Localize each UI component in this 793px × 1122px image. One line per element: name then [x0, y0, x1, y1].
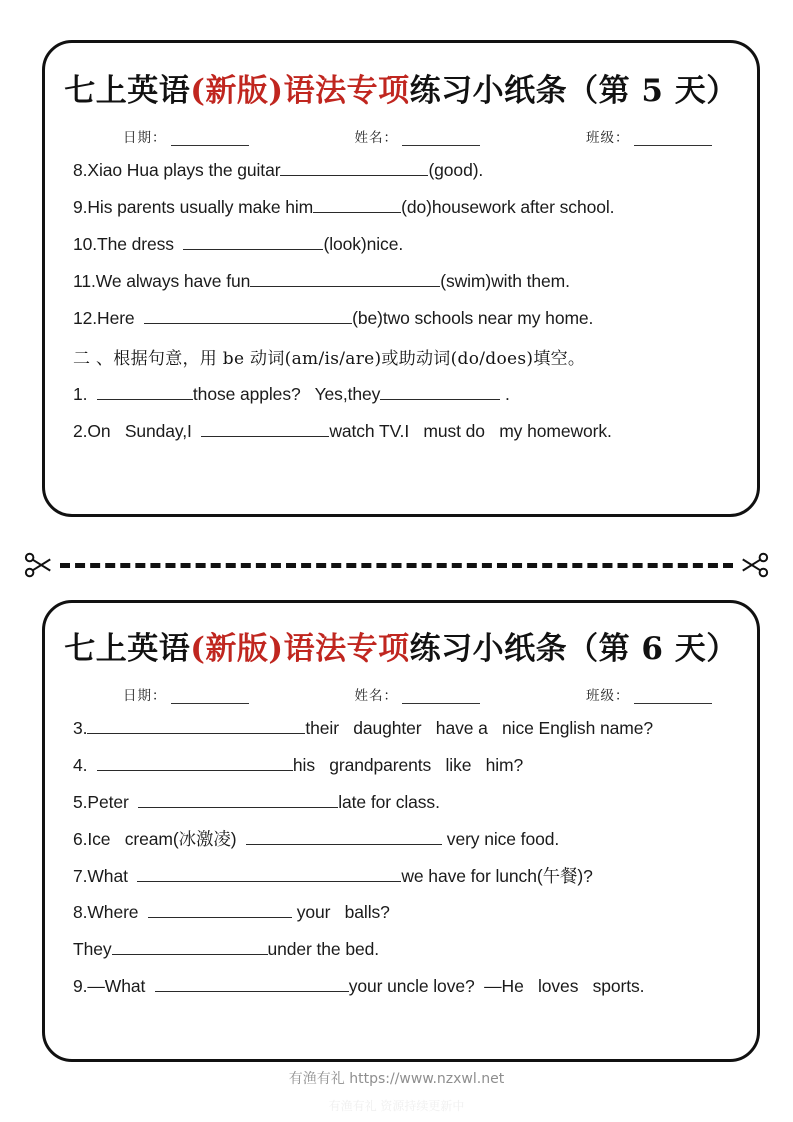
- answer-blank[interactable]: [246, 829, 442, 845]
- question-text: 10.The dress: [73, 233, 184, 254]
- meta-field: [355, 684, 481, 704]
- answer-blank[interactable]: [280, 160, 428, 176]
- worksheet-card-day6: [42, 600, 760, 1062]
- answer-blank[interactable]: [97, 755, 293, 771]
- question-line: [73, 718, 739, 740]
- title-prefix: 七上英语: [64, 631, 191, 667]
- question-line: [73, 902, 739, 924]
- meta-field-label: 班级：: [586, 688, 630, 704]
- meta-field: [586, 126, 712, 146]
- meta-field-blank[interactable]: [402, 132, 480, 146]
- answer-blank[interactable]: [201, 421, 329, 437]
- worksheet-card-day5: [42, 40, 760, 517]
- question-list: [45, 160, 757, 443]
- question-line: [73, 271, 739, 293]
- question-text: (swim)with them.: [440, 270, 570, 291]
- cut-line-divider: [24, 548, 769, 582]
- answer-blank[interactable]: [155, 976, 349, 992]
- question-line: [73, 755, 739, 777]
- question-text: 8.Xiao Hua plays the guitar: [73, 160, 281, 180]
- answer-blank[interactable]: [97, 384, 193, 400]
- answer-blank[interactable]: [250, 271, 440, 287]
- question-text: those apples? Yes,they: [192, 384, 381, 405]
- question-line: [73, 421, 739, 443]
- title-highlight: (新版)语法专项: [190, 631, 410, 667]
- student-meta-row: [45, 126, 757, 146]
- answer-blank[interactable]: [138, 792, 338, 808]
- question-line: [73, 792, 739, 814]
- answer-blank[interactable]: [112, 939, 268, 955]
- question-text: late for class.: [338, 791, 440, 812]
- question-text: 4.: [73, 754, 97, 775]
- question-text: very nice food.: [442, 828, 560, 849]
- meta-field-blank[interactable]: [634, 132, 712, 146]
- dashed-cut-line: [60, 563, 733, 568]
- question-text: your balls?: [291, 902, 390, 923]
- question-text: (do)housework after school.: [401, 196, 615, 217]
- question-line: [73, 160, 739, 182]
- answer-blank[interactable]: [87, 718, 305, 734]
- question-text: They: [73, 939, 112, 960]
- question-text: 11.We always have fun: [73, 270, 251, 291]
- title-suffix: 练习小纸条（第 5 天）: [409, 73, 738, 109]
- title-prefix: 七上英语: [64, 73, 191, 109]
- scissors-icon: [739, 550, 769, 580]
- question-line: [73, 829, 739, 851]
- question-text: (look)nice.: [323, 233, 404, 254]
- question-line: [73, 234, 739, 256]
- meta-field-label: 日期：: [123, 688, 167, 704]
- title-suffix: 练习小纸条（第 6 天）: [409, 631, 738, 667]
- question-list: [45, 718, 757, 998]
- meta-field: [355, 126, 481, 146]
- question-line: [73, 939, 739, 961]
- question-line: [73, 308, 739, 330]
- question-text: their daughter have a nice English name?: [305, 718, 653, 738]
- meta-field-label: 班级：: [586, 130, 630, 146]
- question-text: .: [500, 384, 510, 405]
- section-heading: 二 、根据句意，用 be 动词(am/is/are)或助动词(do/does)填空。: [73, 349, 586, 370]
- question-text: 8.Where: [73, 902, 148, 923]
- question-line: [73, 384, 739, 406]
- question-line: [73, 197, 739, 219]
- answer-blank[interactable]: [137, 866, 401, 882]
- meta-field-blank[interactable]: [402, 690, 480, 704]
- answer-blank[interactable]: [313, 197, 401, 213]
- question-text: your uncle love? —He loves sports.: [348, 976, 645, 997]
- meta-field: [123, 684, 249, 704]
- question-text: 12.Here: [73, 307, 145, 328]
- question-text: 9.—What: [73, 976, 155, 997]
- question-text: 3.: [73, 718, 88, 738]
- meta-field: [123, 126, 249, 146]
- question-line: [73, 976, 739, 998]
- question-text: (good).: [428, 160, 484, 180]
- meta-field: [586, 684, 712, 704]
- question-text: 9.His parents usually make him: [73, 196, 314, 217]
- meta-field-label: 姓名：: [354, 130, 398, 146]
- worksheet-title: [45, 623, 757, 668]
- question-text: 1.: [73, 384, 97, 405]
- question-text: under the bed.: [267, 939, 379, 960]
- scissors-icon: [24, 550, 54, 580]
- title-highlight: (新版)语法专项: [190, 73, 410, 109]
- question-text: 7.What: [73, 865, 138, 886]
- question-text: watch TV.I must do my homework.: [329, 421, 612, 442]
- question-text: his grandparents like him?: [292, 754, 524, 775]
- answer-blank[interactable]: [183, 234, 323, 250]
- meta-field-label: 日期：: [123, 130, 167, 146]
- worksheet-title: [45, 65, 757, 110]
- question-text: we have for lunch(午餐)?: [401, 865, 593, 886]
- question-text: 6.Ice cream(冰激凌): [73, 828, 247, 849]
- footer-ghost-text: 有渔有礼 资源持续更新中: [328, 1099, 465, 1113]
- question-text: 5.Peter: [73, 791, 139, 812]
- question-text: (be)two schools near my home.: [352, 307, 594, 328]
- question-line: [73, 866, 739, 888]
- answer-blank[interactable]: [380, 384, 500, 400]
- meta-field-blank[interactable]: [634, 690, 712, 704]
- student-meta-row: [45, 684, 757, 704]
- meta-field-blank[interactable]: [171, 132, 249, 146]
- meta-field-label: 姓名：: [354, 688, 398, 704]
- meta-field-blank[interactable]: [171, 690, 249, 704]
- answer-blank[interactable]: [148, 902, 292, 918]
- footer-watermark: 有渔有礼 https://www.nzxwl.net: [288, 1071, 505, 1087]
- answer-blank[interactable]: [144, 308, 352, 324]
- question-text: 2.On Sunday,I: [73, 421, 202, 442]
